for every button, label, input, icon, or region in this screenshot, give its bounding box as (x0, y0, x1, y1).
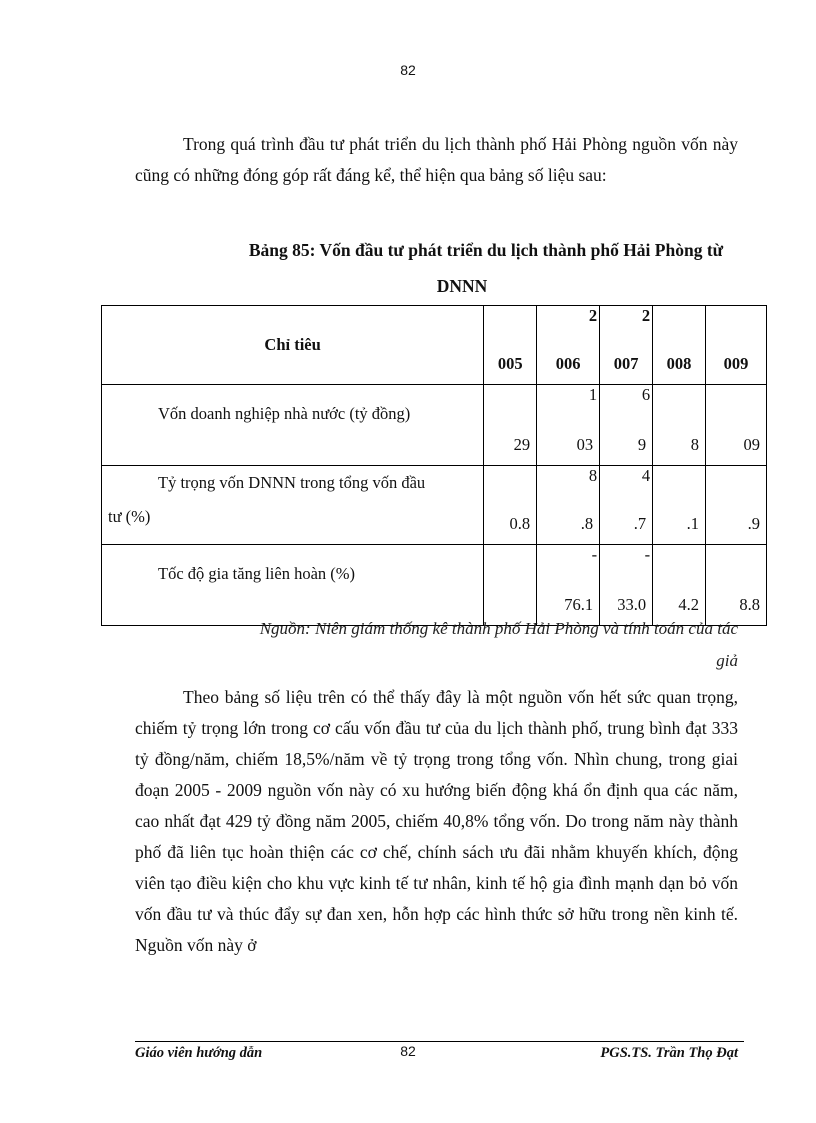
year-col-5 (706, 306, 767, 385)
body-paragraph (135, 682, 738, 961)
cell-top: 6 (641, 385, 651, 404)
year-bottom: 005 (497, 354, 523, 373)
cell-top: - (591, 545, 598, 564)
cell-value: 33.0 (617, 595, 647, 614)
year-bottom: 009 (723, 354, 749, 373)
cell-top: 1 (588, 385, 598, 404)
table-header-row (102, 306, 767, 385)
table-caption (135, 232, 789, 304)
cell-value: 9 (637, 435, 647, 454)
cell-value: 0.8 (509, 514, 531, 533)
year-col-1 (484, 306, 537, 385)
year-bottom: 006 (555, 354, 581, 373)
footer-divider (135, 1041, 744, 1042)
body-text: Theo bảng số liệu trên có thể thấy đây là một nguồn vốn hết sức quan trọng, chiếm tỷ trọng lớn trong cơ cấu vốn đầu tư của du lịch thành phố, trung bình đạt 333 tỷ đồng/năm, chiếm 18,5%/năm về tỷ trọng trong tổng vốn. Nhìn chung, trong giai đoạn 2005 - 2009 nguồn vốn này có xu hướng biến động khá ổn định qua các năm, cao nhất đạt 429 tỷ đồng năm 2005, chiếm 40,8% tổng vốn. Do trong năm này thành phố đã liên tục hoàn thiện các cơ chế, chính sách ưu đãi nhằm khuyến khích, động viên tạo điều kiện cho khu vực kinh tế tư nhân, kinh tế hộ gia đình mạnh dạn bỏ vốn vốn đầu tư và thúc đẩy sự đan xen, hỗn hợp các hình thức sở hữu trong nền kinh tế. Nguồn vốn này ở (135, 687, 738, 955)
cell-value: .1 (686, 514, 700, 533)
caption-line-1: Bảng 85: Vốn đầu tư phát triển du lịch thành phố Hải Phòng từ (248, 240, 724, 260)
row-label-text: Vốn doanh nghiệp nhà nước (tỷ đồng) (158, 404, 411, 423)
cell-value: .7 (633, 514, 647, 533)
table-cell (484, 466, 537, 545)
table-cell (653, 466, 706, 545)
page-number-top: 82 (400, 62, 416, 78)
cell-value: 09 (743, 435, 760, 454)
table-cell (537, 385, 600, 466)
caption-line-2: DNNN (436, 276, 488, 296)
year-col-2 (537, 306, 600, 385)
row-label-text: tư (%) (108, 507, 151, 526)
table-cell (484, 385, 537, 466)
table-row (102, 466, 767, 545)
cell-value: 03 (576, 435, 594, 454)
cell-value: 4.2 (678, 595, 700, 614)
header-indicator-text: Chỉ tiêu (264, 335, 321, 354)
year-col-3 (600, 306, 653, 385)
footer-advisor-label: Giáo viên hướng dẫn (135, 1045, 263, 1061)
header-indicator (102, 306, 484, 385)
footer-page-number: 82 (400, 1043, 416, 1059)
table-cell (537, 466, 600, 545)
footer-advisor-name: PGS.TS. Trần Thọ Đạt (600, 1045, 738, 1061)
table-cell (600, 385, 653, 466)
table-cell (600, 466, 653, 545)
cell-value: .8 (580, 514, 594, 533)
data-table (101, 305, 767, 626)
cell-value: 76.1 (564, 595, 594, 614)
table-cell (653, 385, 706, 466)
cell-value: 8 (690, 435, 700, 454)
row-label (102, 466, 484, 545)
source-line-2: giả (716, 651, 738, 670)
year-top: 2 (641, 306, 651, 325)
source-note (135, 613, 738, 677)
row-label-text: Tỷ trọng vốn DNNN trong tổng vốn đầu (158, 473, 426, 492)
cell-top: - (644, 545, 651, 564)
table-row (102, 385, 767, 466)
cell-top: 8 (588, 466, 598, 485)
table-cell (706, 385, 767, 466)
row-label-text: Tốc độ gia tăng liên hoàn (%) (158, 564, 356, 583)
cell-value: 29 (513, 435, 531, 454)
source-line-1: Nguồn: Niên giám thống kê thành phố Hải Phòng và tính toán của tác (259, 619, 738, 638)
cell-value: .9 (747, 514, 760, 533)
cell-value: 8.8 (739, 595, 760, 614)
intro-paragraph (135, 129, 738, 191)
year-bottom: 007 (613, 354, 639, 373)
intro-text: Trong quá trình đầu tư phát triển du lịch thành phố Hải Phòng nguồn vốn này cũng có những đóng góp rất đáng kể, thể hiện qua bảng số liệu sau: (135, 134, 738, 185)
cell-top: 4 (641, 466, 651, 485)
row-label (102, 385, 484, 466)
year-bottom: 008 (666, 354, 692, 373)
table-cell (706, 466, 767, 545)
year-top: 2 (588, 306, 598, 325)
year-col-4 (653, 306, 706, 385)
